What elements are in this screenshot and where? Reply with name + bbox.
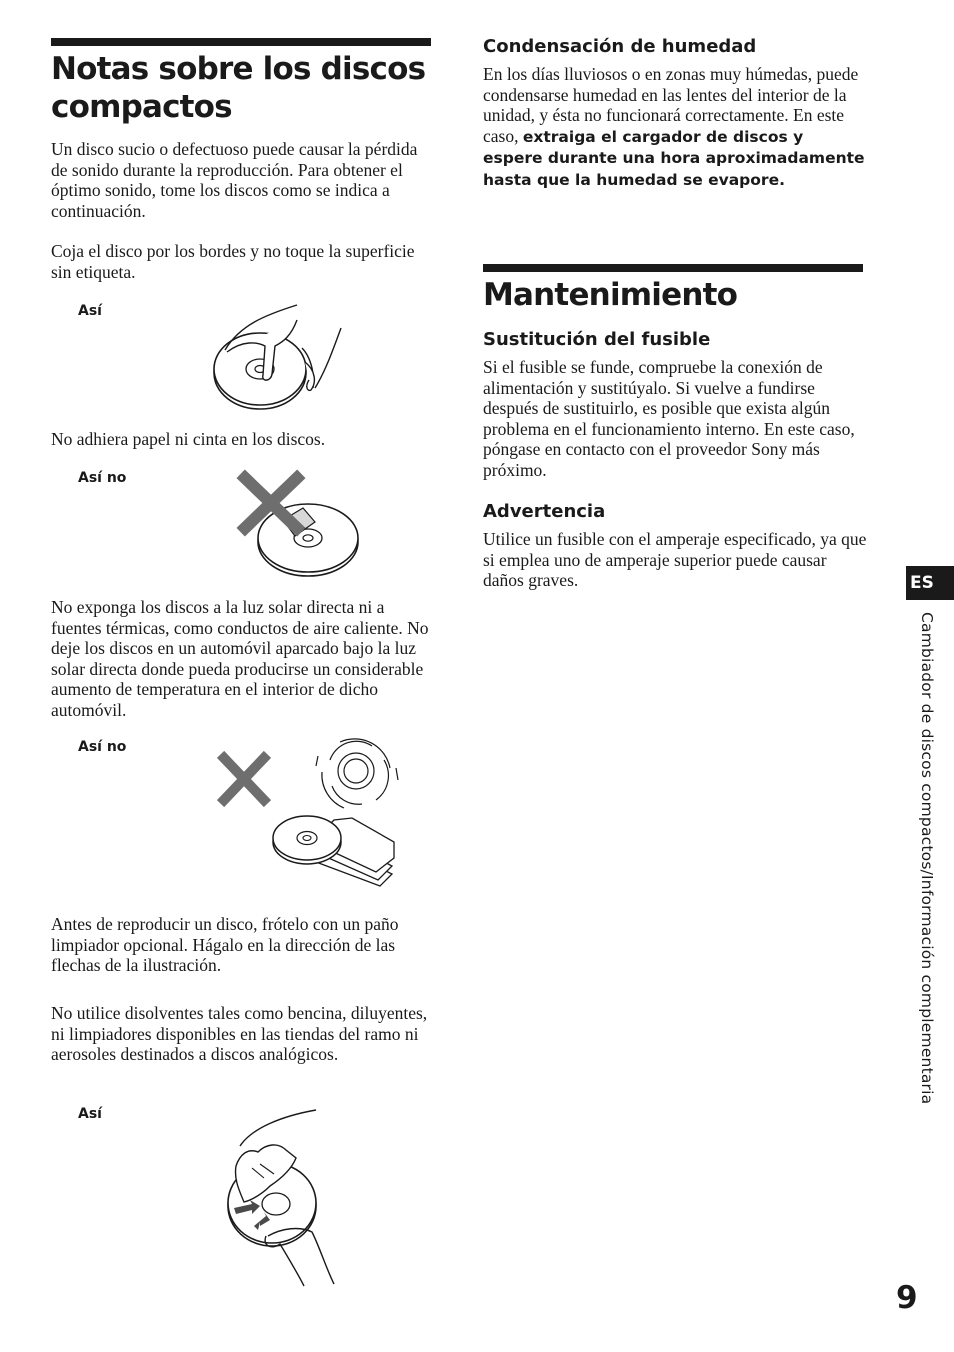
condensation-paragraph (483, 64, 867, 190)
fuse-heading: Sustitución del fusible (483, 329, 711, 350)
disc-with-tape-illustration (235, 470, 365, 585)
condensation-text: En los días lluviosos o en zonas muy húmedas, puede condensarse humedad en las lentes del interior de la unidad, y ésta no funcionará correctamente. En este caso, (483, 64, 859, 146)
condensation-bold-text: extraiga el cargador de discos y espere durante una hora aproximadamente hasta que la humedad se evapore. (483, 127, 865, 189)
maintenance-title: Mantenimiento (483, 277, 738, 313)
section-title-vertical: Cambiador de discos compactos/Información complementaria (918, 612, 936, 1105)
page-title (51, 50, 441, 126)
title-line-1: Notas sobre los discos (51, 51, 426, 87)
fuse-paragraph: Si el fusible se funde, compruebe la conexión de alimentación y sustitúyalo. Si vuelve a fundirse después de sustituirlo, es posible que exista algún problema en el funcionamiento interno. En este caso, póngase en contacto con el proveedor Sony más próximo. (483, 357, 855, 480)
no-paper-paragraph: No adhiera papel ni cinta en los discos. (51, 429, 326, 449)
intro-paragraph: Un disco sucio o defectuoso puede causar la pérdida de sonido durante la reproducción. Para obtener el óptimo sonido, tome los discos como se indica a continuación. (51, 139, 418, 221)
label-wrong-2: Así no (78, 739, 127, 755)
condensation-heading: Condensación de humedad (483, 36, 757, 57)
page-number: 9 (896, 1280, 918, 1316)
wiping-disc-illustration (222, 1108, 352, 1293)
hand-holding-disc-illustration (205, 300, 355, 420)
warning-paragraph: Utilice un fusible con el amperaje especificado, ya que si emplea uno de amperaje superior puede causar daños graves. (483, 529, 867, 590)
solvents-paragraph: No utilice disolventes tales como bencina, diluyentes, ni limpiadores disponibles en las tiendas del ramo ni aerosoles destinados a discos analógicos. (51, 1003, 428, 1064)
label-correct-1: Así (78, 303, 102, 319)
cleaning-paragraph: Antes de reproducir un disco, frótelo con un paño limpiador opcional. Hágalo en la dirección de las flechas de la ilustración. (51, 914, 399, 975)
label-correct-2: Así (78, 1106, 102, 1122)
handling-paragraph: Coja el disco por los bordes y no toque la superficie sin etiqueta. (51, 241, 415, 282)
title-line-2: compactos (51, 89, 232, 125)
label-wrong-1: Así no (78, 470, 127, 486)
language-tab: ES (906, 566, 954, 600)
heat-paragraph: No exponga los discos a la luz solar directa ni a fuentes térmicas, como conductos de aire caliente. No deje los discos en un automóvil aparcado bajo la luz solar directa donde pueda producirse un considerable aumento de temperatura en el interior de dicho automóvil. (51, 597, 429, 720)
section-rule-maintenance (483, 264, 863, 272)
sun-exposure-illustration (212, 738, 412, 898)
warning-heading: Advertencia (483, 501, 606, 522)
section-rule-top (51, 38, 431, 46)
